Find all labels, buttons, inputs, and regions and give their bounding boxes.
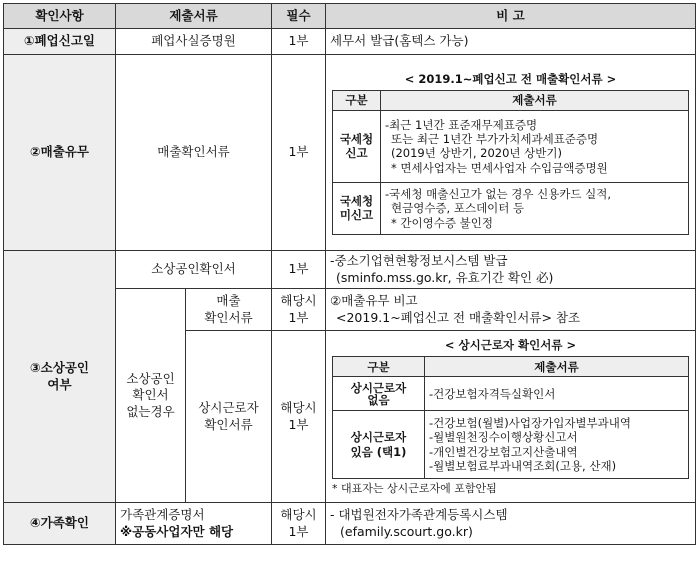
subheader-type: 구분 <box>333 90 381 110</box>
requirements-table <box>3 3 696 545</box>
document-closure-cert: 폐업사실증명원 <box>116 29 272 55</box>
footnote: * 대표자는 상시근로자에 포함안됨 <box>332 482 497 496</box>
sub-type-label: 국세청 신고 <box>333 110 381 182</box>
document-line: 가족관계증명서 <box>120 507 205 523</box>
table-row <box>4 29 696 55</box>
header-category: 확인사항 <box>4 4 116 29</box>
remark-cell <box>326 289 696 331</box>
document-family-cert <box>116 503 272 545</box>
remark-cell <box>326 503 696 545</box>
no-cert-label: 소상공인 확인서 없는경우 <box>116 289 186 503</box>
sub-docs-list <box>381 110 689 182</box>
list-item: 또는 최근 1년간 부가가치세과세표준증명 <box>391 132 599 147</box>
list-item: -월별원천징수이행상황신고서 <box>429 430 578 445</box>
remark-line: <2019.1~폐업신고 전 매출확인서류> 참조 <box>336 309 581 325</box>
list-item: -개인별건강보험고지산출내역 <box>429 444 578 459</box>
document-sales-proof: 매출 확인서류 <box>186 289 272 331</box>
subheader-docs: 제출서류 <box>381 90 689 110</box>
header-documents: 제출서류 <box>116 4 272 29</box>
category-closure-date: ①폐업신고일 <box>4 29 116 55</box>
header-remarks: 비 고 <box>326 4 696 29</box>
document-sales-proof: 매출확인서류 <box>116 55 272 251</box>
sales-docs-subtable <box>332 90 689 235</box>
nested-table-caption: < 2019.1~폐업신고 전 매출확인서류 > <box>404 72 617 87</box>
document-note: ※공동사업자만 해당 <box>120 523 234 539</box>
required-count: 해당시 1부 <box>272 503 326 545</box>
sub-type-label: 상시근로자 있음 (택1) <box>333 411 425 479</box>
required-count: 해당시 1부 <box>272 289 326 331</box>
list-item: -건강보험자격득실확인서 <box>429 386 556 401</box>
subheader-type: 구분 <box>333 357 425 377</box>
sub-type-label: 상시근로자 없음 <box>333 377 425 411</box>
employee-remark-cell <box>326 331 696 503</box>
remark-line: - 대법원전자가족관계등록시스템 <box>330 507 508 523</box>
table-row <box>4 503 696 545</box>
sub-docs-list <box>425 377 689 411</box>
remark-line: (efamily.scourt.go.kr) <box>340 523 473 539</box>
subheader-docs: 제출서류 <box>425 357 689 377</box>
sub-docs-list <box>425 411 689 479</box>
table-row <box>4 55 696 251</box>
nested-table-caption: < 상시근로자 확인서류 > <box>444 338 577 353</box>
category-sales: ②매출유무 <box>4 55 116 251</box>
sub-type-label: 국세청 미신고 <box>333 182 381 234</box>
list-item: (2019년 상반기, 2020년 상반기) <box>391 146 562 161</box>
remark-cell <box>326 251 696 289</box>
list-item: -건강보험(월별)사업장가입자별부과내역 <box>429 416 631 431</box>
sub-docs-list <box>381 182 689 234</box>
category-family: ④가족확인 <box>4 503 116 545</box>
sales-remark-cell <box>326 55 696 251</box>
remark-line: ②매출유무 비고 <box>330 293 418 309</box>
required-count: 1부 <box>272 29 326 55</box>
required-count: 1부 <box>272 251 326 289</box>
table-row <box>4 251 696 289</box>
document-employee-proof: 상시근로자 확인서류 <box>186 331 272 503</box>
list-item: * 면세사업자는 면세사업자 수입금액증명원 <box>391 160 608 175</box>
required-count: 1부 <box>272 55 326 251</box>
list-item: * 간이영수증 불인정 <box>391 215 493 230</box>
document-small-biz-cert: 소상공인확인서 <box>116 251 272 289</box>
employee-docs-subtable <box>332 356 689 479</box>
list-item: -최근 1년간 표준재무제표증명 <box>385 117 538 132</box>
remark-text: 세무서 발급(홈텍스 가능) <box>326 29 696 55</box>
required-count: 해당시 1부 <box>272 331 326 503</box>
list-item: -월별보험료부과내역조회(고용, 산재) <box>429 459 617 474</box>
category-small-business: ③소상공인 여부 <box>4 251 116 503</box>
list-item: -국세청 매출신고가 없는 경우 신용카드 실적, <box>385 186 612 201</box>
header-row <box>4 4 696 29</box>
remark-line: -중소기업현현황정보시스템 발급 <box>330 253 508 269</box>
remark-line: (sminfo.mss.go.kr, 유효기간 확인 必) <box>336 269 554 285</box>
header-required: 필수 <box>272 4 326 29</box>
list-item: 현금영수증, 포스데이터 등 <box>391 201 525 216</box>
